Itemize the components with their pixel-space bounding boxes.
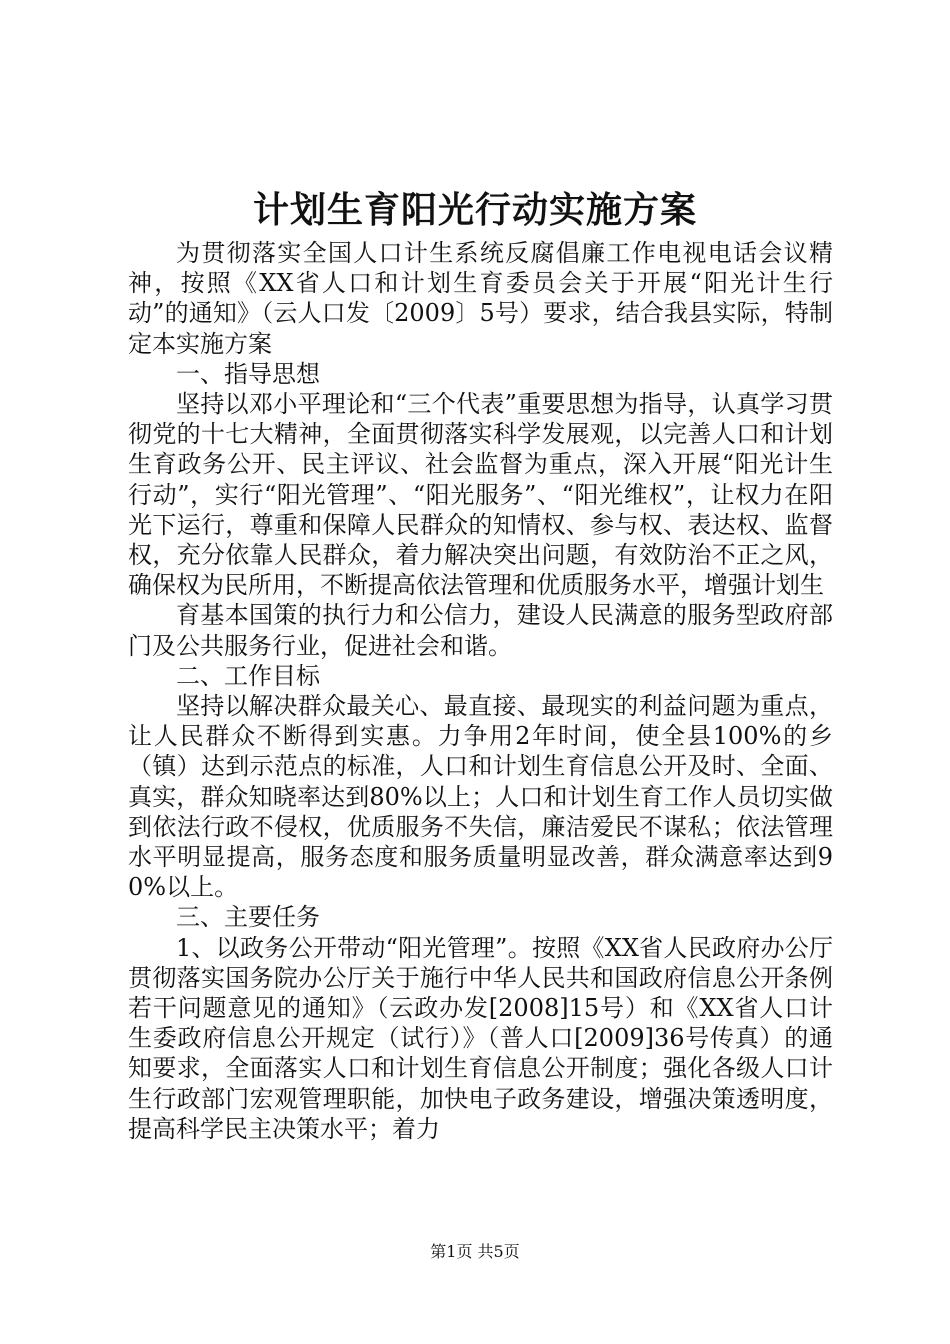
section-heading-work-goals: 二、工作目标 bbox=[176, 661, 320, 690]
guiding-ideology-paragraph: 坚持以邓小平理论和“三个代表”重要思想为指导，认真学习贯彻党的十七大精神，全面贯彻落实科学发展观，以完善人口和计划生育政务公开、民主评议、社会监督为重点，深入开展“阳光计生行动”，实行“阳光管理”、“阳光服务”、“阳光维权”，让权力在阳光下运行，尊重和保障人民群众的知情权、参与权、表达权、监督权，充分依靠人民群众，着力解决突出问题，有效防治不正之风，确保权为民所用，不断提高依法管理和优质服务水平，增强计划生 bbox=[128, 390, 833, 600]
guiding-ideology-paragraph-continued: 育基本国策的执行力和公信力，建设人民满意的服务型政府部门及公共服务行业，促进社会和谐。 bbox=[128, 601, 833, 660]
page-number-footer: 第1页 共5页 bbox=[430, 1242, 520, 1261]
section-heading-main-tasks: 三、主要任务 bbox=[176, 903, 320, 932]
document-title: 计划生育阳光行动实施方案 bbox=[252, 189, 697, 231]
main-tasks-paragraph: 1、以政务公开带动“阳光管理”。按照《XX省人民政府办公厅贯彻落实国务院办公厅关于施行中华人民共和国政府信息公开条例若干问题意见的通知》（云政办发[2008]15号）和《XX省人口计生委政府信息公开规定（试行）》（普人口[2009]36号传真）的通知要求，全面落实人口和计划生育信息公开制度；强化各级人口计生行政部门宏观管理职能，加快电子政务建设，增强决策透明度，提高科学民主决策水平；着力 bbox=[128, 933, 833, 1143]
section-heading-guiding-ideology: 一、指导思想 bbox=[176, 359, 320, 388]
intro-paragraph: 为贯彻落实全国人口计生系统反腐倡廉工作电视电话会议精神，按照《XX省人口和计划生育委员会关于开展“阳光计生行动”的通知》（云人口发〔2009〕5号）要求，结合我县实际，特制定本实施方案 bbox=[128, 239, 833, 358]
document-body bbox=[128, 238, 833, 1144]
work-goals-paragraph: 坚持以解决群众最关心、最直接、最现实的利益问题为重点，让人民群众不断得到实惠。力争用2年时间，使全县100%的乡（镇）达到示范点的标准，人口和计划生育信息公开及时、全面、真实，群众知晓率达到80%以上；人口和计划生育工作人员切实做到依法行政不侵权，优质服务不失信，廉洁爱民不谋私；依法管理水平明显提高，服务态度和服务质量明显改善，群众满意率达到90%以上。 bbox=[128, 692, 833, 902]
